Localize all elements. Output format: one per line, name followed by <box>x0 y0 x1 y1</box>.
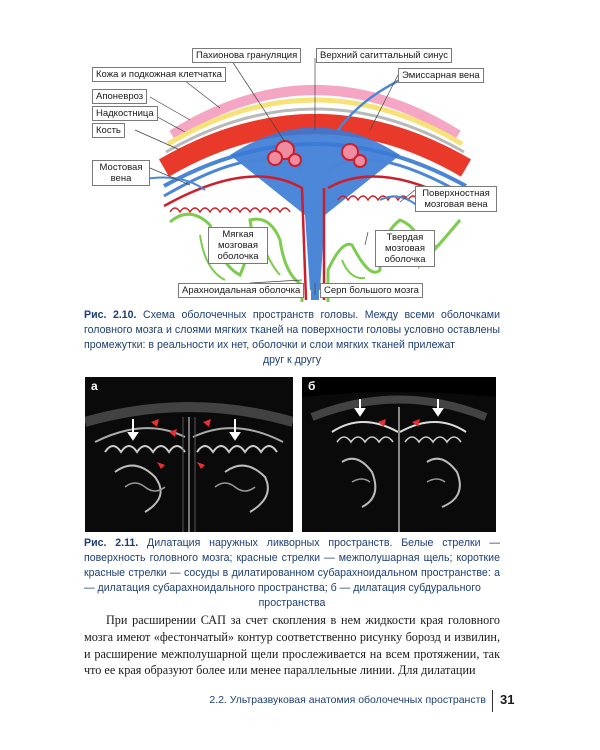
label-bone: Кость <box>92 123 125 138</box>
label-skin: Кожа и подкожная клетчатка <box>92 67 226 82</box>
figure-2-11-caption <box>84 536 500 611</box>
label-falx: Серп большого мозга <box>320 283 423 298</box>
footer-divider <box>492 690 493 712</box>
panel-a-label: а <box>91 379 98 393</box>
ultrasound-panel-a <box>85 377 293 532</box>
label-pachionian-granulation: Пахионова грануляция <box>192 48 301 63</box>
panel-b-label: б <box>308 379 316 393</box>
body-paragraph: При расширении САП за счет скопления в нем жидкости края головного мозга имеют «фестончатый» контур соответственно рисунку борозд и извилин, и расширение межполушарной щели прослеживается на всем протяжении, так что ее края образуют более или менее параллельные линии. Для дилатации <box>84 613 500 678</box>
label-aponeurosis: Апоневроз <box>92 89 147 104</box>
red-arrows-a <box>151 419 211 469</box>
label-dura-mater: Твердая мозговая оболочка <box>375 230 435 267</box>
body-text <box>84 612 500 679</box>
figure-2-11-number: Рис. 2.11. <box>84 537 139 549</box>
label-emissary-vein: Эмиссарная вена <box>398 68 484 83</box>
label-periosteum: Надкостница <box>92 106 158 121</box>
ultrasound-image-b <box>302 377 496 532</box>
figure-2-11-caption-last-line: пространства <box>258 597 326 609</box>
ultrasound-panel-b <box>302 377 496 532</box>
figure-2-10-caption-last-line: друг к другу <box>262 354 322 366</box>
figure-2-10-caption-text: Схема оболочечных пространств головы. Между всеми оболочками головного мозга и слоями мягких тканей на поверхности головы условно оставлены промежутки: в реальности их нет, оболочки и слои мягких тканей прилежат <box>84 309 500 351</box>
ultrasound-image-a <box>85 377 293 532</box>
label-arachnoid: Арахноидальная оболочка <box>178 283 304 298</box>
page-number: 31 <box>500 692 515 707</box>
figure-2-11-caption-text: Дилатация наружных ликворных пространств. Белые стрелки — поверхность головного мозга; красные стрелки — межполушарная щель; короткие красные стрелки — сосуды в дилатированном субарахноидальном пространстве: а — дилатация субарахноидального пространства; б — дилатация субдурального <box>84 537 500 594</box>
label-bridging-vein: Мостовая вена <box>92 160 150 186</box>
running-footer-title: 2.2. Ультразвуковая анатомия оболочечных пространств <box>209 694 486 706</box>
figure-2-10-caption <box>84 308 500 368</box>
arachnoid-trabeculae-left <box>170 208 290 212</box>
meninges-diagram <box>80 40 500 305</box>
page-footer <box>0 690 600 714</box>
label-surface-vein: Поверхностная мозговая вена <box>415 186 497 212</box>
figure-2-10-number: Рис. 2.10. <box>84 309 137 321</box>
label-pia-mater: Мягкая мозговая оболочка <box>208 227 268 264</box>
label-sagittal-sinus: Верхний сагиттальный синус <box>316 48 452 63</box>
